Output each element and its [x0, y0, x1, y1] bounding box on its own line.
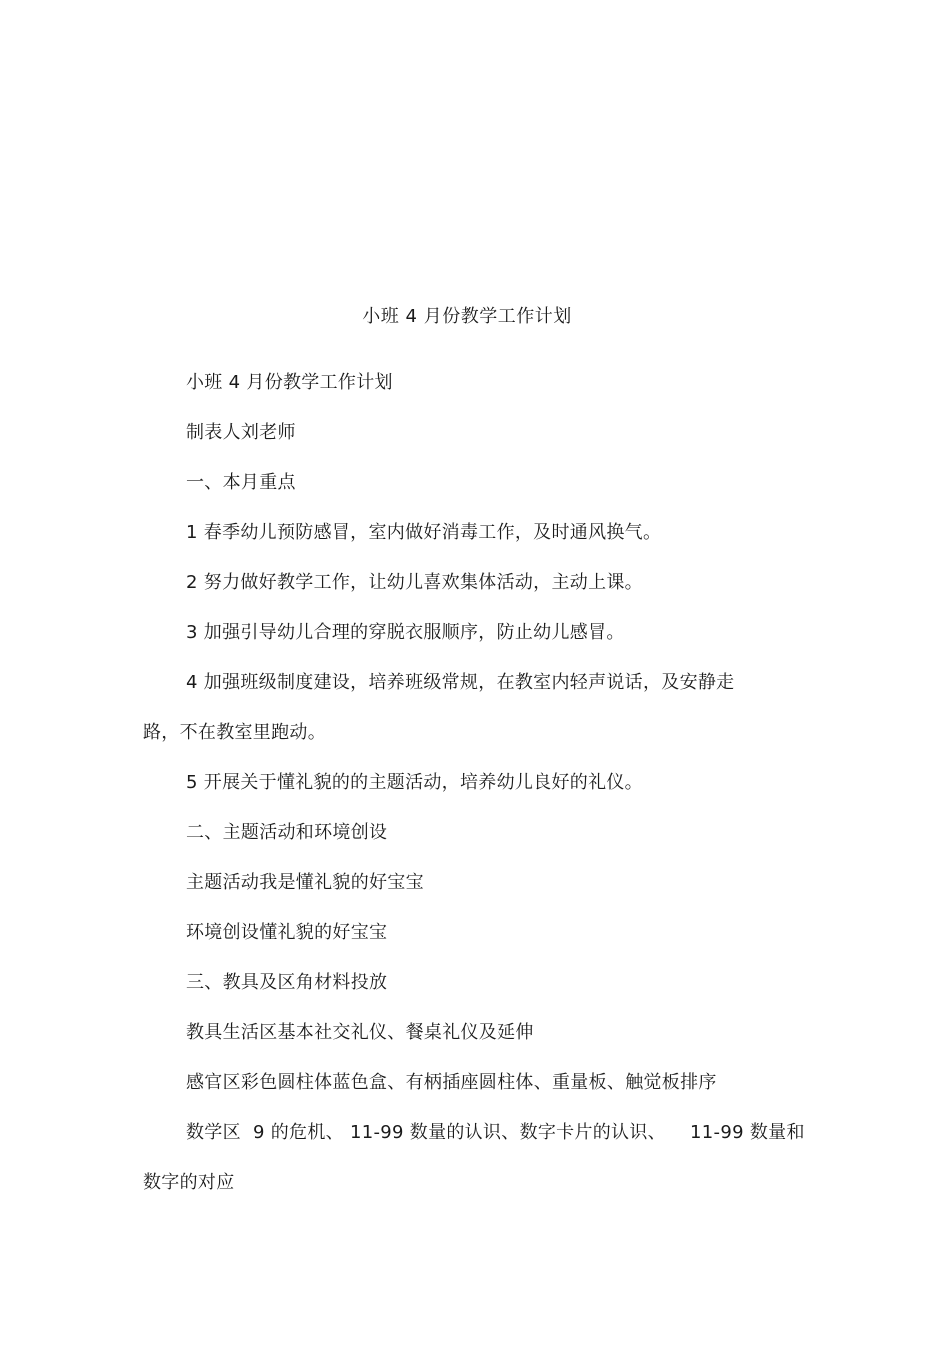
list-item: 4 加强班级制度建设，培养班级常规，在教室内轻声说话，及安静走 — [186, 672, 735, 693]
doc-line-subtitle: 小班 4 月份教学工作计划 — [186, 372, 393, 393]
list-item: 5 开展关于懂礼貌的的主题活动，培养幼儿良好的礼仪。 — [186, 772, 643, 793]
doc-line: 环境创设懂礼貌的好宝宝 — [186, 922, 388, 943]
list-item: 3 加强引导幼儿合理的穿脱衣服顺序，防止幼儿感冒。 — [186, 622, 625, 643]
doc-line-author: 制表人刘老师 — [186, 422, 296, 443]
doc-line: 感官区彩色圆柱体蓝色盒、有柄插座圆柱体、重量板、触觉板排序 — [186, 1072, 717, 1093]
doc-line-continuation: 数字的对应 — [143, 1172, 235, 1193]
section-heading-materials: 三、教具及区角材料投放 — [186, 972, 388, 993]
section-heading-theme: 二、主题活动和环境创设 — [186, 822, 388, 843]
list-item: 1 春季幼儿预防感冒，室内做好消毒工作，及时通风换气。 — [186, 522, 662, 543]
list-item-continuation: 路，不在教室里跑动。 — [143, 722, 326, 743]
list-item: 2 努力做好教学工作，让幼儿喜欢集体活动，主动上课。 — [186, 572, 643, 593]
doc-line: 主题活动我是懂礼貌的好宝宝 — [186, 872, 424, 893]
document-title: 小班 4 月份教学工作计划 — [362, 306, 572, 327]
section-heading-focus: 一、本月重点 — [186, 472, 296, 493]
doc-line: 数学区 9 的危机、 11-99 数量的认识、数字卡片的认识、 11-99 数量和 — [186, 1122, 805, 1143]
doc-line: 教具生活区基本社交礼仪、餐桌礼仪及延伸 — [186, 1022, 534, 1043]
